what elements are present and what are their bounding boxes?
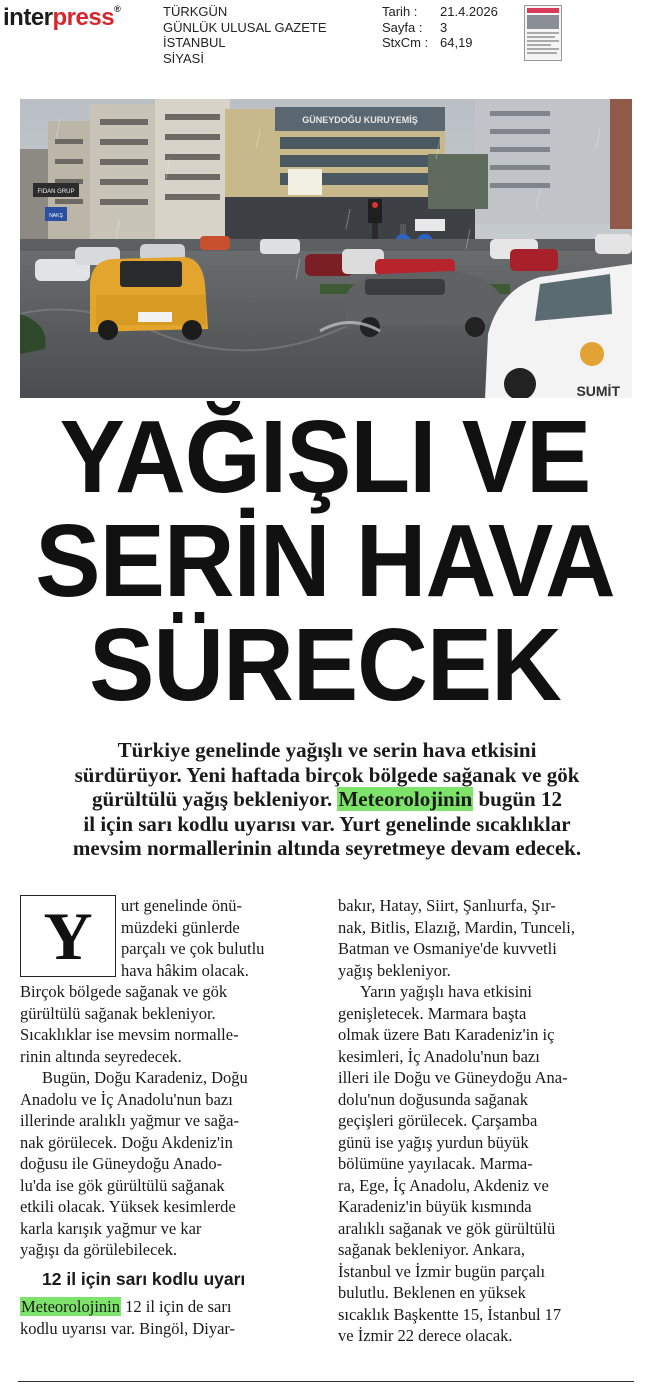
meta-page-row xyxy=(382,20,498,36)
body-line: lu'da ise gök gürültülü sağanak xyxy=(20,1175,225,1195)
body-line: Batman ve Osmaniye'de kuvvetli xyxy=(338,939,557,958)
deck-line-3 xyxy=(18,787,636,812)
page-thumbnail[interactable] xyxy=(524,5,562,61)
meta-date-row xyxy=(382,4,498,20)
publication-type: GÜNLÜK ULUSAL GAZETE xyxy=(163,19,327,35)
headline-line-3: SÜRECEK xyxy=(89,607,561,722)
clipping-meta xyxy=(382,4,498,51)
article-column-1 xyxy=(20,895,312,1339)
meta-date-value: 21.4.2026 xyxy=(440,4,498,19)
body-line: yağışı da görülebilecek. xyxy=(20,1240,178,1259)
bottom-rule xyxy=(18,1381,634,1382)
body-line: bakır, Hatay, Siirt, Şanlıurfa, Şır- xyxy=(338,896,556,915)
thumbnail-line xyxy=(527,44,551,46)
body-line: ve İzmir 22 derece olacak. xyxy=(338,1326,513,1345)
thumbnail-line xyxy=(527,36,555,38)
body-line: sağanak bekleniyor. Ankara, xyxy=(338,1240,525,1259)
body-line: müzdeki günlerde xyxy=(121,917,240,937)
body-line: Birçok bölgede sağanak ve gök xyxy=(20,982,228,1001)
body-line: bulutlu. Beklenen en yüksek xyxy=(338,1283,526,1302)
news-photo xyxy=(20,99,632,398)
body-line: dolu'nun doğusunda sağanak xyxy=(338,1089,528,1109)
meta-size-row xyxy=(382,35,498,51)
body-line: illerinde aralıklı yağmur ve sağa- xyxy=(20,1111,239,1130)
publication-category: SİYASİ xyxy=(163,50,204,66)
body-line: doğusu ile Güneydoğu Anado- xyxy=(20,1154,223,1173)
body-line: nak görülecek. Doğu Akdeniz'in xyxy=(20,1132,233,1152)
building-sign-text: GÜNEYDOĞU KURUYEMİŞ xyxy=(302,115,418,125)
thumbnail-line xyxy=(527,32,559,34)
body-line: Karadeniz'in büyük kısmında xyxy=(338,1197,532,1216)
deck-line-5: mevsim normallerinin altında seyretmeye devam edecek. xyxy=(72,836,582,860)
body-line: illeri ile Doğu ve Güneydoğu Ana- xyxy=(338,1068,568,1087)
interpress-logo xyxy=(3,4,120,32)
body-line: yağış bekleniyor. xyxy=(338,960,451,980)
body-line xyxy=(20,1296,312,1318)
body-line: günü ise yağış yurdun büyük xyxy=(338,1132,529,1152)
body-line: hava hâkim olacak. xyxy=(121,960,249,980)
body-line: Bugün, Doğu Karadeniz, Doğu xyxy=(42,1068,248,1087)
publication-name: TÜRKGÜN xyxy=(163,4,228,19)
deck-line-1: Türkiye genelinde yağışlı ve serin hava etkisini xyxy=(117,738,537,762)
logo-inter: inter xyxy=(3,4,53,31)
body-line: Sıcaklıklar ise mevsim normalle- xyxy=(20,1025,239,1044)
deck-line-2: sürdürüyor. Yeni haftada birçok bölgede sağanak ve gök xyxy=(74,762,580,787)
shop-sign-text: FIDAN GRUP xyxy=(37,189,75,195)
body-line: bölümüne yayılacak. Marma- xyxy=(338,1154,533,1173)
meta-page-label: Sayfa : xyxy=(382,19,423,35)
body-line: urt genelinde önü- xyxy=(121,896,242,915)
body-line: Anadolu ve İç Anadolu'nun bazı xyxy=(20,1089,233,1109)
headline-line-2: SERİN HAVA xyxy=(35,503,615,618)
body-line: rinin altında seyredecek. xyxy=(20,1046,182,1066)
deck-line-3-end: bugün 12 xyxy=(473,787,562,811)
thumbnail-line xyxy=(527,40,559,42)
headline-line-1: YAĞIŞLI VE xyxy=(59,399,591,514)
body-line: genişletecek. Marmara başta xyxy=(338,1003,527,1023)
body-line: karla karışık yağmur ve kar xyxy=(20,1218,202,1238)
body-line: etkili olacak. Yüksek kesimlerde xyxy=(20,1197,236,1216)
article-column-2 xyxy=(338,895,634,1347)
body-line: olmak üzere Batı Karadeniz'in iç xyxy=(338,1025,555,1044)
publication-city: İSTANBUL xyxy=(163,35,226,50)
meta-size-value: 64,19 xyxy=(440,35,473,50)
article-subhead: 12 il için sarı kodlu uyarı xyxy=(42,1268,246,1289)
body-line-rest: 12 il için de sarı xyxy=(120,1297,232,1316)
publication-info xyxy=(163,4,327,66)
body-line: İstanbul ve İzmir bugün parçalı xyxy=(338,1261,546,1281)
car-door-text: SUMİT xyxy=(576,383,620,398)
body-line: Yarın yağışlı hava etkisini xyxy=(360,982,533,1001)
blue-sign-text: NAKŞ xyxy=(49,213,63,219)
thumbnail-banner xyxy=(527,8,559,13)
headline xyxy=(33,399,616,722)
logo-press: press xyxy=(52,4,115,31)
body-line: ra, Ege, İç Anadolu, Akdeniz ve xyxy=(338,1175,549,1195)
clipping-header xyxy=(0,0,670,96)
body-line: geçişleri görülecek. Çarşamba xyxy=(338,1111,538,1130)
deck-summary xyxy=(18,738,636,861)
logo-registered-mark: ® xyxy=(114,4,121,14)
body-line: parçalı ve çok bulutlu xyxy=(121,939,265,958)
body-line: kesimleri, İç Anadolu'nun bazı xyxy=(338,1046,540,1066)
deck-highlighted-term: Meteorolojinin xyxy=(338,787,473,811)
meta-size-label: StxCm : xyxy=(382,35,429,50)
meta-page-value: 3 xyxy=(440,19,448,35)
thumbnail-line xyxy=(527,48,559,50)
drop-cap: Y xyxy=(20,895,116,977)
body-line: kodlu uyarısı var. Bingöl, Diyar- xyxy=(20,1318,236,1338)
body-line: sıcaklık Başkentte 15, İstanbul 17 xyxy=(338,1304,562,1324)
body-line: aralıklı sağanak ve gök gürültülü xyxy=(338,1218,556,1238)
deck-line-4: il için sarı kodlu uyarısı var. Yurt genelinde sıcaklıklar xyxy=(83,811,571,836)
body-line: nak, Bitlis, Elazığ, Mardin, Tunceli, xyxy=(338,917,575,937)
rainy-street-illustration xyxy=(20,99,632,398)
body-line: gürültülü sağanak bekleniyor. xyxy=(20,1003,216,1023)
meta-date-label: Tarih : xyxy=(382,4,418,19)
thumbnail-line xyxy=(527,52,557,54)
thumbnail-photo xyxy=(527,15,559,29)
highlighted-term: Meteorolojinin xyxy=(21,1297,120,1316)
deck-line-3-start: gürültülü yağış bekleniyor. xyxy=(92,787,338,811)
